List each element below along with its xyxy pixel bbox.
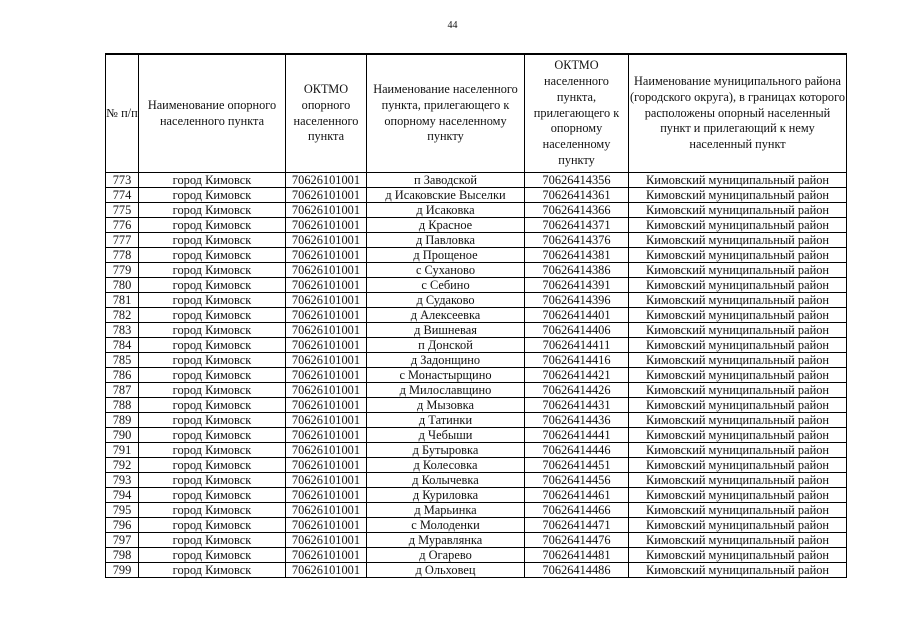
header-support-settlement: Наименование опорного населенного пункта [139,54,286,173]
cell-support-settlement: город Кимовск [139,173,286,188]
table-row [106,218,847,233]
table-row [106,488,847,503]
table-row [106,368,847,383]
cell-adjacent-oktmo: 70626414431 [525,398,629,413]
cell-adjacent-settlement: д Чебыши [367,428,525,443]
cell-number: 776 [106,218,139,233]
cell-support-settlement: город Кимовск [139,473,286,488]
table-row [106,428,847,443]
cell-municipal-district: Кимовский муниципальный район [629,443,847,458]
cell-support-settlement: город Кимовск [139,488,286,503]
cell-support-settlement: город Кимовск [139,188,286,203]
cell-support-oktmo: 70626101001 [286,398,367,413]
cell-adjacent-settlement: д Муравлянка [367,533,525,548]
cell-municipal-district: Кимовский муниципальный район [629,233,847,248]
cell-support-settlement: город Кимовск [139,338,286,353]
cell-adjacent-settlement: д Бутыровка [367,443,525,458]
cell-adjacent-oktmo: 70626414461 [525,488,629,503]
cell-adjacent-oktmo: 70626414361 [525,188,629,203]
cell-adjacent-settlement: д Татинки [367,413,525,428]
cell-support-settlement: город Кимовск [139,458,286,473]
cell-support-oktmo: 70626101001 [286,368,367,383]
cell-support-oktmo: 70626101001 [286,413,367,428]
cell-support-oktmo: 70626101001 [286,233,367,248]
cell-municipal-district: Кимовский муниципальный район [629,173,847,188]
cell-adjacent-oktmo: 70626414476 [525,533,629,548]
cell-support-oktmo: 70626101001 [286,353,367,368]
cell-adjacent-oktmo: 70626414471 [525,518,629,533]
cell-municipal-district: Кимовский муниципальный район [629,293,847,308]
cell-adjacent-oktmo: 70626414391 [525,278,629,293]
cell-support-settlement: город Кимовск [139,398,286,413]
cell-adjacent-settlement: д Красное [367,218,525,233]
cell-support-settlement: город Кимовск [139,353,286,368]
cell-support-oktmo: 70626101001 [286,308,367,323]
cell-support-settlement: город Кимовск [139,533,286,548]
cell-adjacent-settlement: д Огарево [367,548,525,563]
table-header-row [106,54,847,173]
header-support-oktmo: ОКТМО опорного населенного пункта [286,54,367,173]
cell-municipal-district: Кимовский муниципальный район [629,188,847,203]
cell-adjacent-oktmo: 70626414426 [525,383,629,398]
cell-support-oktmo: 70626101001 [286,278,367,293]
cell-number: 797 [106,533,139,548]
cell-number: 778 [106,248,139,263]
cell-adjacent-oktmo: 70626414466 [525,503,629,518]
cell-number: 791 [106,443,139,458]
cell-support-oktmo: 70626101001 [286,563,367,578]
cell-number: 774 [106,188,139,203]
table-row [106,563,847,578]
cell-adjacent-settlement: с Себино [367,278,525,293]
cell-adjacent-oktmo: 70626414456 [525,473,629,488]
cell-adjacent-oktmo: 70626414441 [525,428,629,443]
table-row [106,518,847,533]
table-row [106,383,847,398]
header-number: № п/п [106,54,139,173]
table-row [106,413,847,428]
cell-adjacent-oktmo: 70626414451 [525,458,629,473]
cell-adjacent-settlement: п Заводской [367,173,525,188]
table-row [106,458,847,473]
cell-adjacent-oktmo: 70626414401 [525,308,629,323]
cell-adjacent-settlement: д Колычевка [367,473,525,488]
cell-adjacent-settlement: д Мызовка [367,398,525,413]
cell-municipal-district: Кимовский муниципальный район [629,503,847,518]
cell-support-oktmo: 70626101001 [286,218,367,233]
cell-support-oktmo: 70626101001 [286,503,367,518]
cell-number: 775 [106,203,139,218]
table-row [106,443,847,458]
cell-adjacent-oktmo: 70626414416 [525,353,629,368]
cell-support-settlement: город Кимовск [139,263,286,278]
table-row [106,173,847,188]
cell-municipal-district: Кимовский муниципальный район [629,488,847,503]
cell-support-settlement: город Кимовск [139,548,286,563]
cell-adjacent-settlement: д Куриловка [367,488,525,503]
cell-number: 783 [106,323,139,338]
cell-support-oktmo: 70626101001 [286,458,367,473]
cell-number: 795 [106,503,139,518]
cell-support-settlement: город Кимовск [139,443,286,458]
cell-support-settlement: город Кимовск [139,308,286,323]
cell-number: 785 [106,353,139,368]
table-row [106,248,847,263]
cell-municipal-district: Кимовский муниципальный район [629,413,847,428]
cell-number: 781 [106,293,139,308]
cell-adjacent-oktmo: 70626414396 [525,293,629,308]
cell-adjacent-settlement: д Ольховец [367,563,525,578]
cell-number: 789 [106,413,139,428]
cell-support-settlement: город Кимовск [139,503,286,518]
cell-adjacent-settlement: д Павловка [367,233,525,248]
cell-municipal-district: Кимовский муниципальный район [629,533,847,548]
cell-support-settlement: город Кимовск [139,413,286,428]
cell-adjacent-oktmo: 70626414376 [525,233,629,248]
table-row [106,308,847,323]
cell-adjacent-oktmo: 70626414411 [525,338,629,353]
cell-municipal-district: Кимовский муниципальный район [629,548,847,563]
cell-support-oktmo: 70626101001 [286,518,367,533]
cell-support-oktmo: 70626101001 [286,548,367,563]
cell-municipal-district: Кимовский муниципальный район [629,368,847,383]
cell-adjacent-oktmo: 70626414481 [525,548,629,563]
cell-support-oktmo: 70626101001 [286,488,367,503]
cell-support-settlement: город Кимовск [139,428,286,443]
cell-adjacent-oktmo: 70626414356 [525,173,629,188]
cell-municipal-district: Кимовский муниципальный район [629,338,847,353]
cell-adjacent-oktmo: 70626414386 [525,263,629,278]
table-row [106,533,847,548]
cell-support-oktmo: 70626101001 [286,203,367,218]
cell-adjacent-settlement: с Молоденки [367,518,525,533]
cell-support-settlement: город Кимовск [139,518,286,533]
cell-municipal-district: Кимовский муниципальный район [629,353,847,368]
cell-support-settlement: город Кимовск [139,563,286,578]
cell-adjacent-settlement: п Донской [367,338,525,353]
cell-adjacent-oktmo: 70626414406 [525,323,629,338]
cell-adjacent-settlement: д Исаковские Выселки [367,188,525,203]
cell-number: 796 [106,518,139,533]
cell-support-settlement: город Кимовск [139,218,286,233]
cell-number: 786 [106,368,139,383]
cell-adjacent-oktmo: 70626414366 [525,203,629,218]
cell-number: 787 [106,383,139,398]
cell-adjacent-settlement: д Исаковка [367,203,525,218]
cell-support-settlement: город Кимовск [139,368,286,383]
cell-municipal-district: Кимовский муниципальный район [629,563,847,578]
cell-support-oktmo: 70626101001 [286,383,367,398]
cell-municipal-district: Кимовский муниципальный район [629,203,847,218]
cell-support-settlement: город Кимовск [139,233,286,248]
table-row [106,503,847,518]
cell-number: 784 [106,338,139,353]
header-municipal-district: Наименование муниципального района (городского округа), в границах которого расположены опорный населенный пункт и прилегающий к нему населенный пункт [629,54,847,173]
cell-support-oktmo: 70626101001 [286,293,367,308]
cell-support-settlement: город Кимовск [139,278,286,293]
cell-support-oktmo: 70626101001 [286,338,367,353]
table-row [106,263,847,278]
header-adjacent-settlement: Наименование населенного пункта, прилегающего к опорному населенному пункту [367,54,525,173]
cell-adjacent-settlement: д Марьинка [367,503,525,518]
table-row [106,323,847,338]
cell-municipal-district: Кимовский муниципальный район [629,458,847,473]
cell-adjacent-settlement: д Колесовка [367,458,525,473]
table-row [106,203,847,218]
cell-municipal-district: Кимовский муниципальный район [629,263,847,278]
cell-adjacent-settlement: д Судаково [367,293,525,308]
table-row [106,293,847,308]
table-body [106,173,847,578]
cell-municipal-district: Кимовский муниципальный район [629,218,847,233]
cell-municipal-district: Кимовский муниципальный район [629,473,847,488]
cell-support-oktmo: 70626101001 [286,443,367,458]
cell-support-oktmo: 70626101001 [286,248,367,263]
table-row [106,548,847,563]
cell-municipal-district: Кимовский муниципальный район [629,428,847,443]
cell-number: 773 [106,173,139,188]
cell-municipal-district: Кимовский муниципальный район [629,398,847,413]
table-row [106,473,847,488]
cell-adjacent-oktmo: 70626414446 [525,443,629,458]
cell-adjacent-oktmo: 70626414436 [525,413,629,428]
cell-number: 799 [106,563,139,578]
cell-adjacent-settlement: д Алексеевка [367,308,525,323]
cell-municipal-district: Кимовский муниципальный район [629,248,847,263]
cell-support-settlement: город Кимовск [139,323,286,338]
table-row [106,353,847,368]
cell-support-oktmo: 70626101001 [286,428,367,443]
cell-adjacent-oktmo: 70626414486 [525,563,629,578]
cell-adjacent-settlement: д Вишневая [367,323,525,338]
table-row [106,233,847,248]
cell-number: 780 [106,278,139,293]
cell-support-oktmo: 70626101001 [286,188,367,203]
page-number: 44 [447,20,458,31]
cell-number: 777 [106,233,139,248]
table-row [106,398,847,413]
cell-number: 794 [106,488,139,503]
cell-number: 779 [106,263,139,278]
cell-municipal-district: Кимовский муниципальный район [629,518,847,533]
cell-support-settlement: город Кимовск [139,383,286,398]
cell-adjacent-settlement: д Прощеное [367,248,525,263]
cell-number: 798 [106,548,139,563]
table-row [106,188,847,203]
cell-number: 782 [106,308,139,323]
cell-adjacent-settlement: с Суханово [367,263,525,278]
cell-municipal-district: Кимовский муниципальный район [629,308,847,323]
header-adjacent-oktmo: ОКТМО населенного пункта, прилегающего к опорному населенному пункту [525,54,629,173]
cell-adjacent-settlement: д Милославщино [367,383,525,398]
cell-support-settlement: город Кимовск [139,293,286,308]
cell-number: 790 [106,428,139,443]
table-row [106,278,847,293]
cell-municipal-district: Кимовский муниципальный район [629,278,847,293]
cell-municipal-district: Кимовский муниципальный район [629,323,847,338]
cell-adjacent-settlement: д Задонщино [367,353,525,368]
cell-adjacent-settlement: с Монастырщино [367,368,525,383]
cell-number: 793 [106,473,139,488]
cell-support-oktmo: 70626101001 [286,173,367,188]
cell-number: 788 [106,398,139,413]
settlements-table [105,53,847,578]
cell-municipal-district: Кимовский муниципальный район [629,383,847,398]
cell-adjacent-oktmo: 70626414381 [525,248,629,263]
table-row [106,338,847,353]
cell-support-settlement: город Кимовск [139,248,286,263]
cell-support-settlement: город Кимовск [139,203,286,218]
cell-adjacent-oktmo: 70626414371 [525,218,629,233]
cell-support-oktmo: 70626101001 [286,323,367,338]
cell-adjacent-oktmo: 70626414421 [525,368,629,383]
cell-number: 792 [106,458,139,473]
cell-support-oktmo: 70626101001 [286,263,367,278]
cell-support-oktmo: 70626101001 [286,473,367,488]
cell-support-oktmo: 70626101001 [286,533,367,548]
